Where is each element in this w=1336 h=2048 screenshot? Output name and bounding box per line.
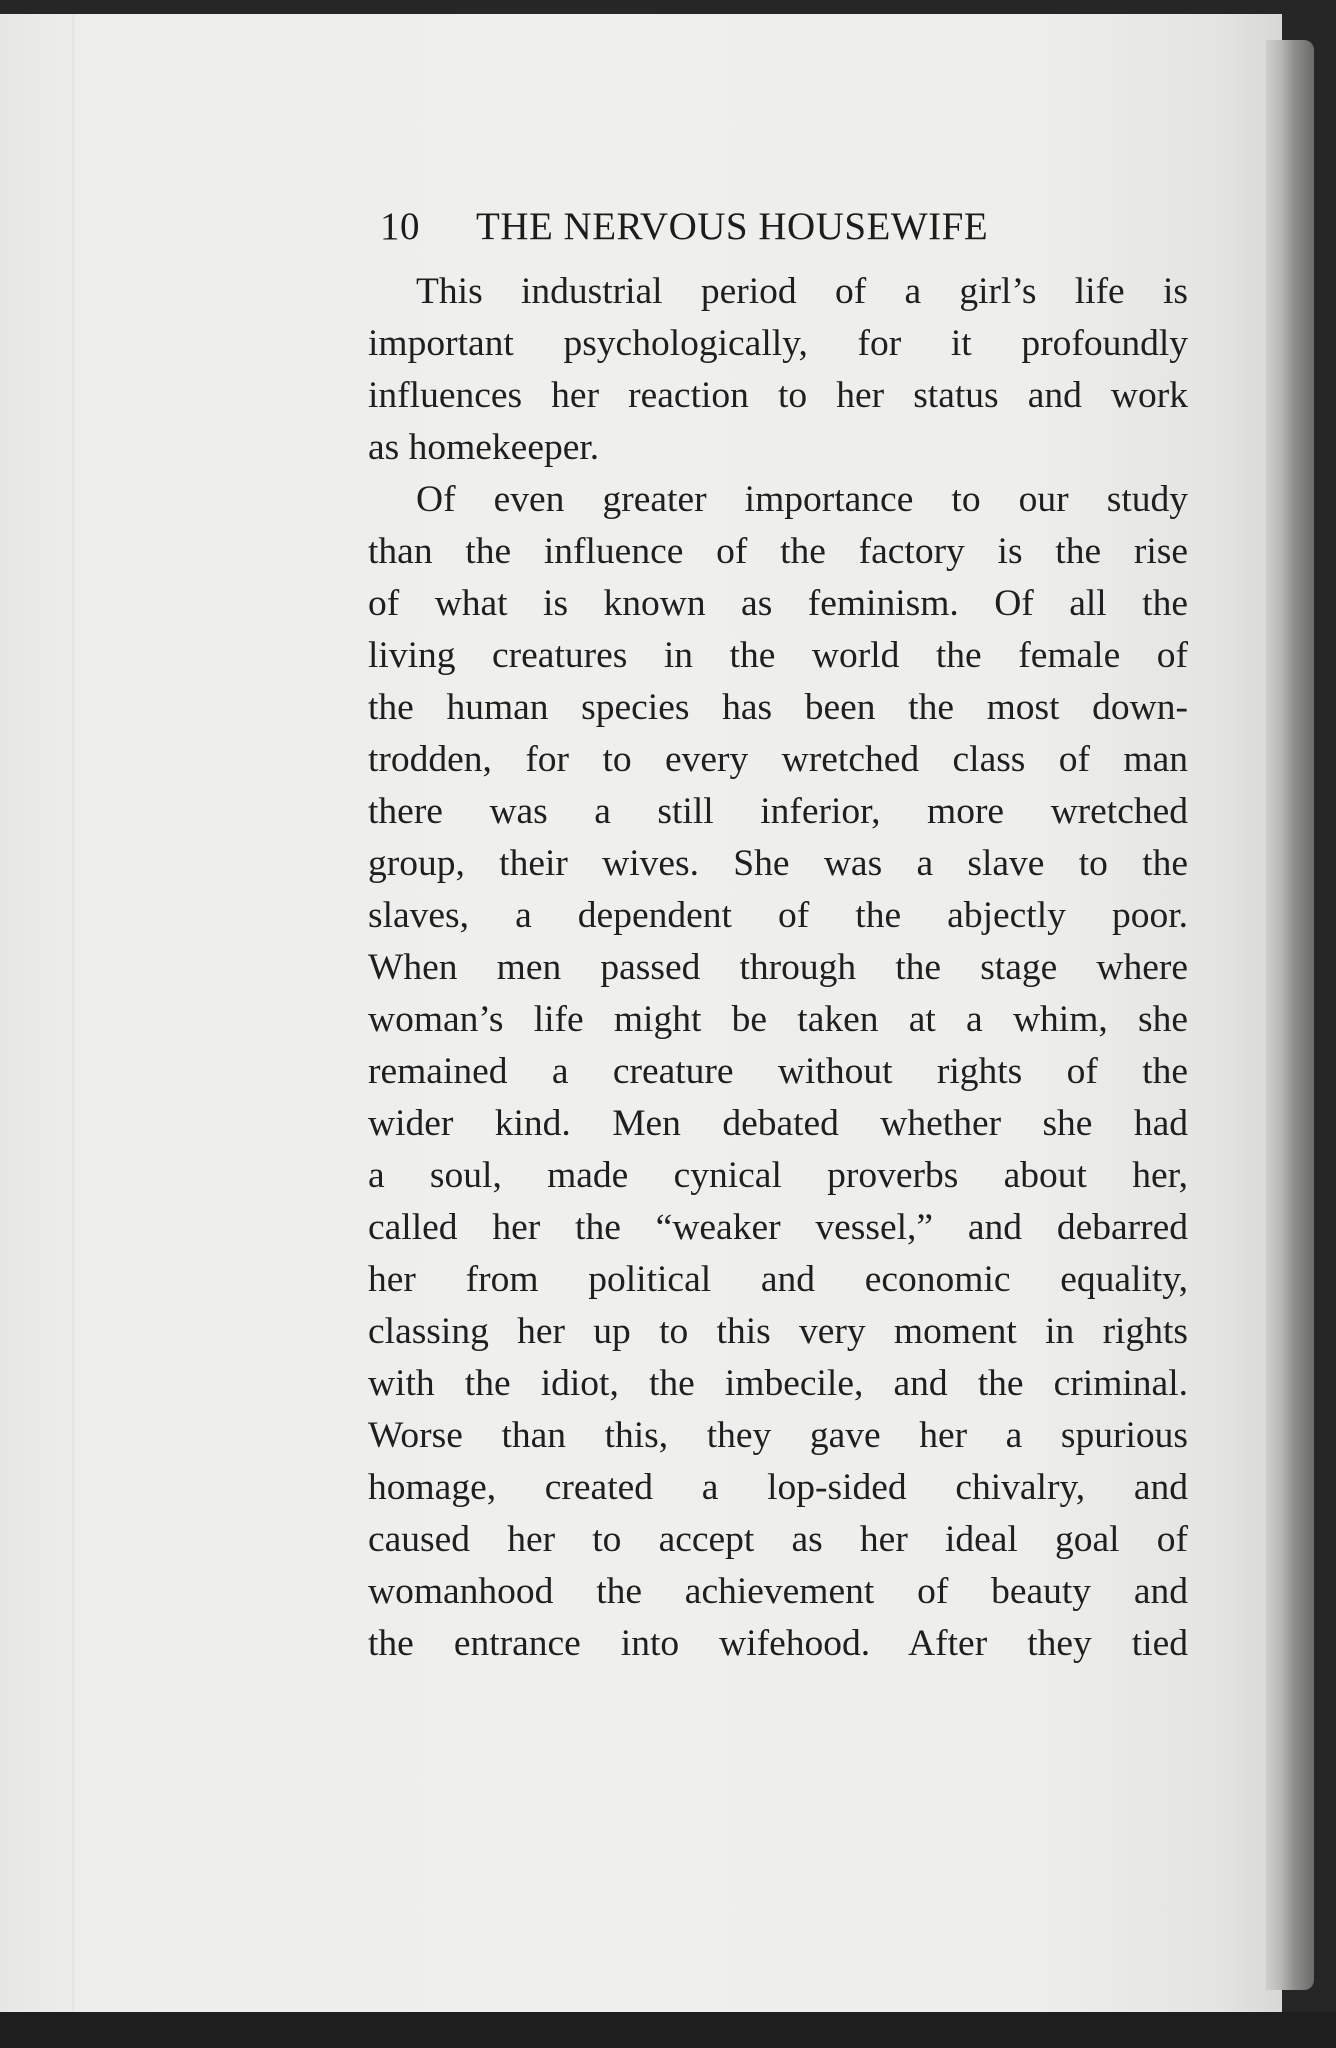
running-head: [380, 204, 1080, 249]
text-line: trodden, for to every wretched class of man: [368, 739, 1188, 780]
text-line: group, their wives. She was a slave to the: [368, 843, 1188, 884]
paragraph-1: [368, 266, 1188, 474]
text-line: the human species has been the most down-: [368, 687, 1188, 728]
text-line: called her the “weaker vessel,” and debarred: [368, 1207, 1188, 1248]
paragraph-2: [368, 474, 1188, 1670]
body-text: [368, 266, 1188, 1670]
text-line: with the idiot, the imbecile, and the criminal.: [368, 1363, 1188, 1404]
text-line: of what is known as feminism. Of all the: [368, 583, 1188, 624]
scan-border: [0, 2012, 1336, 2048]
text-line: her from political and economic equality,: [368, 1259, 1188, 1300]
text-line: a soul, made cynical proverbs about her,: [368, 1155, 1188, 1196]
text-line: living creatures in the world the female of: [368, 635, 1188, 676]
page-gutter-shadow: [72, 14, 76, 2014]
page-number: 10: [380, 205, 420, 248]
page-edge-shadow: [1266, 40, 1314, 1990]
text-line: important psychologically, for it profoundly: [368, 323, 1188, 364]
text-line: classing her up to this very moment in rights: [368, 1311, 1188, 1352]
text-line: Of even greater importance to our study: [416, 479, 1188, 520]
text-line: there was a still inferior, more wretched: [368, 791, 1188, 832]
text-line: influences her reaction to her status and work: [368, 375, 1188, 416]
text-line: When men passed through the stage where: [368, 947, 1188, 988]
text-line: than the influence of the factory is the rise: [368, 531, 1188, 572]
text-line: womanhood the achievement of beauty and: [368, 1571, 1188, 1612]
running-title: THE NERVOUS HOUSEWIFE: [476, 205, 989, 248]
text-line: the entrance into wifehood. After they tied: [368, 1623, 1188, 1664]
text-line: homage, created a lop-sided chivalry, and: [368, 1467, 1188, 1508]
text-line: remained a creature without rights of the: [368, 1051, 1188, 1092]
text-line: Worse than this, they gave her a spurious: [368, 1415, 1188, 1456]
text-line: slaves, a dependent of the abjectly poor.: [368, 895, 1188, 936]
text-line: caused her to accept as her ideal goal of: [368, 1519, 1188, 1560]
text-line: wider kind. Men debated whether she had: [368, 1103, 1188, 1144]
text-line: This industrial period of a girl’s life is: [416, 271, 1188, 312]
text-line: as homekeeper.: [368, 427, 600, 468]
text-line: woman’s life might be taken at a whim, she: [368, 999, 1188, 1040]
